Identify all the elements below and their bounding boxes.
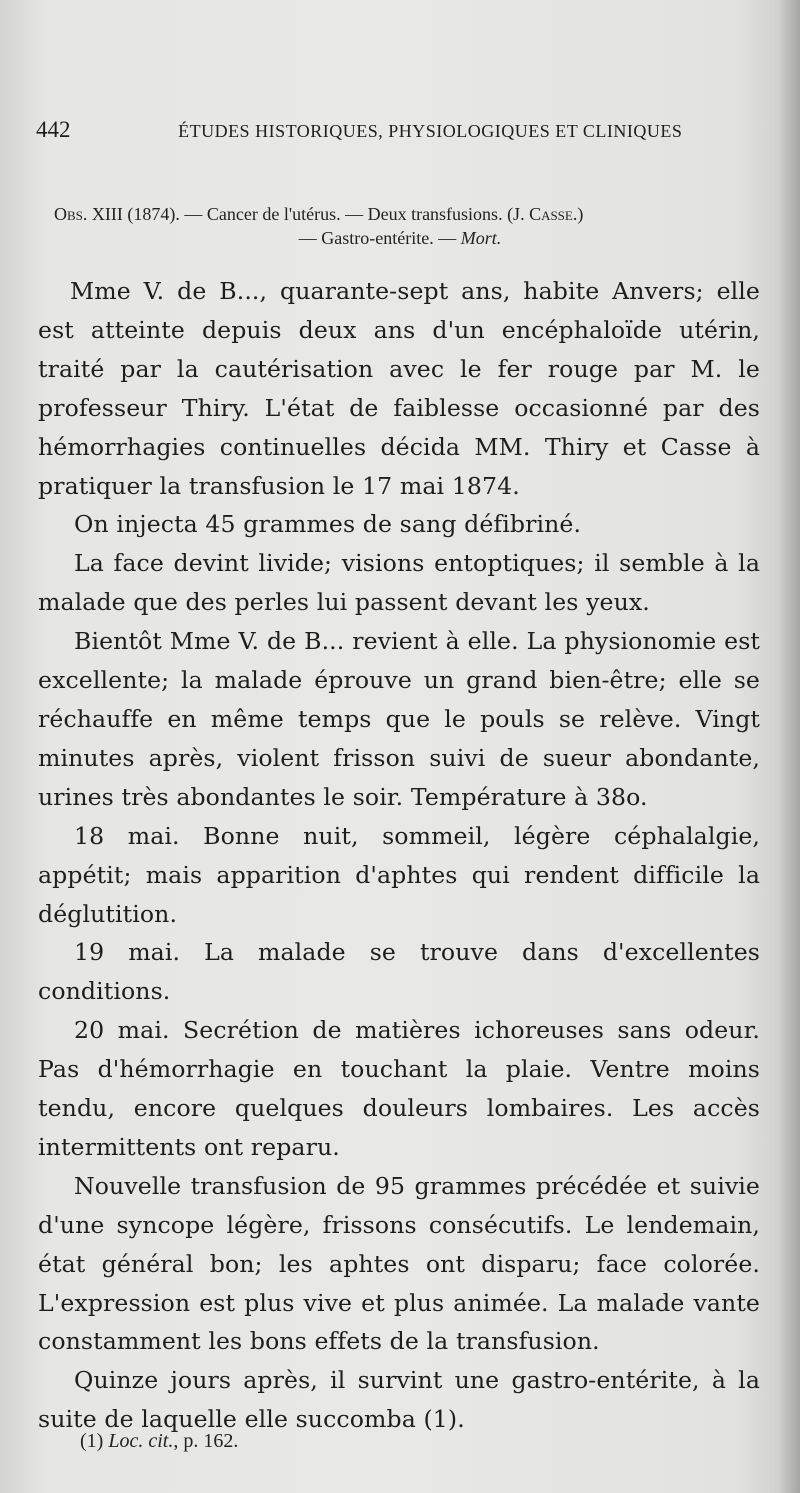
footnote-page: , p. 162.: [173, 1430, 239, 1452]
running-title: ÉTUDES HISTORIQUES, PHYSIOLOGIQUES ET CLINIQUES: [178, 121, 683, 141]
footnote-source: Loc. cit.: [108, 1430, 174, 1452]
observation-heading-line-1: [40, 202, 760, 226]
observation-heading-line-2: [40, 226, 760, 250]
page-number: 442: [36, 117, 71, 142]
footnote: [80, 1430, 238, 1453]
paragraph-7: 20 mai. Secrétion de matières ichoreuses sans odeur. Pas d'hémorrhagie en touchant la plaie. Ventre moins tendu, encore quelques douleurs lombaires. Les accès intermittents ont reparu.: [38, 1016, 760, 1161]
observation-close: .): [572, 204, 584, 224]
paragraph-1: Mme V. de B..., quarante-sept ans, habite Anvers; elle est atteinte depuis deux ans d'un encéphaloïde utérin, traité par la cautérisation avec le fer rouge par M. le professeur Thiry. L'état de faiblesse occasionné par des hémorrhagies continuelles décida MM. Thiry et Casse à pratiquer la transfusion le 17 mai 1874.: [38, 277, 760, 500]
page-header: [36, 117, 760, 143]
observation-diagnosis: — Gastro-entérite. —: [298, 228, 457, 248]
paragraph-3: La face devint livide; visions entoptiques; il semble à la malade que des perles lui passent devant les yeux.: [38, 549, 760, 617]
footnote-marker: (1): [80, 1430, 104, 1452]
page-edge-shadow: [778, 0, 800, 1493]
observation-year: (1874).: [127, 204, 180, 224]
observation-outcome: Mort.: [460, 228, 502, 248]
paragraph-9: Quinze jours après, il survint une gastro-entérite, à la suite de laquelle elle succomba (1).: [38, 1366, 760, 1434]
observation-label: Obs. XIII: [54, 204, 123, 224]
body-text: [38, 272, 760, 1439]
paragraph-2: On injecta 45 grammes de sang défibriné.: [74, 510, 582, 539]
paragraph-5: 18 mai. Bonne nuit, sommeil, légère céphalalgie, appétit; mais apparition d'aphtes qui rendent difficile la déglutition.: [38, 821, 760, 928]
paragraph-8: Nouvelle transfusion de 95 grammes précédée et suivie d'une syncope légère, frissons consécutifs. Le lendemain, état général bon; les aphtes ont disparu; face colorée. L'expression est plus vive et plus animée. La malade vante constamment les bons effets de la transfusion.: [38, 1171, 760, 1356]
paragraph-4: Bientôt Mme V. de B... revient à elle. La physionomie est excellente; la malade éprouve un grand bien-être; elle se réchauffe en même temps que le pouls se relève. Vingt minutes après, violent frisson suivi de sueur abondante, urines très abondantes le soir. Température à 38o.: [38, 627, 760, 811]
observation-author: Casse: [529, 204, 573, 224]
observation-heading: [40, 202, 760, 250]
observation-subject: — Cancer de l'utérus. — Deux transfusions. (J.: [184, 204, 525, 224]
paragraph-6: 19 mai. La malade se trouve dans d'excellentes conditions.: [38, 938, 760, 1006]
